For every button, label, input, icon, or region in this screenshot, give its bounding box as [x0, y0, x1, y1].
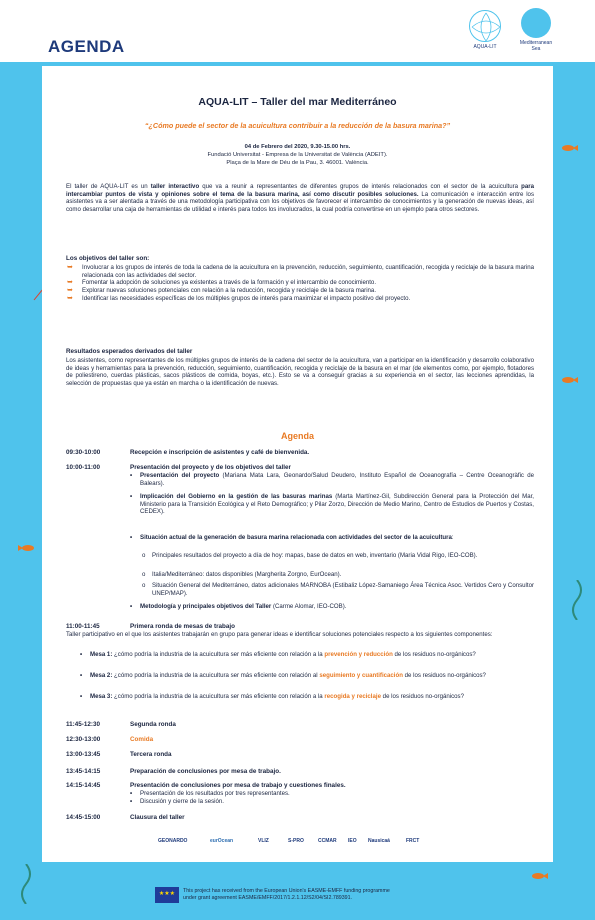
agenda-heading: AGENDA [48, 37, 125, 56]
fish-icon [560, 144, 578, 152]
arrow-icon: ➥ [67, 294, 73, 302]
objectives-list [66, 264, 534, 303]
partner-logo: VLIZ [258, 838, 269, 844]
schedule-subitem: o Situación General del Mediterráneo, datos adicionales MARNOBA (Estibaliz López-Samaniego Área Técnica Asoc. Vertidos Cero y Consultor UNEP/MAP). [142, 582, 534, 597]
med-logo-line1: Mediterranean [519, 40, 553, 46]
arrow-icon: ➥ [67, 279, 73, 287]
schedule-subitem: o Italia/Mediterráneo: datos disponibles (Margherita Zorgno, EurOcean). [142, 571, 342, 578]
event-date: 04 de Febrero del 2020, 9.30-15.00 hrs. [244, 144, 351, 150]
page-title: AQUA-LIT – Taller del mar Mediterráneo [198, 96, 397, 108]
event-info [42, 143, 553, 167]
schedule-bullet: • Discusión y cierre de la sesión. [130, 798, 224, 805]
aqualit-logo-label: AQUA-LIT [473, 44, 497, 50]
objective-item: ➥ Fomentar la adopción de soluciones ya existentes a través de la formación y el intercambio de conocimiento. [67, 279, 377, 287]
arrow-icon: ➥ [67, 264, 73, 271]
funding-line1: This project has received from the European Union's EASME-EMFF funding programme [183, 888, 390, 894]
partner-logos [158, 834, 438, 854]
header-bar [0, 0, 595, 62]
agenda-subheading: Agenda [280, 431, 314, 441]
mesa-item: • Mesa 2: ¿cómo podría la industria de la acuicultura ser más eficiente con relación al seguimiento y cuantificación de los residuos no-orgánicos? [80, 672, 486, 679]
schedule-bullet: • Implicación del Gobierno en la gestión de las basuras marinas (Marta Martínez-Gil, Subdirección General para la Protección del Mar, Ministerio para la Transición Ecológica y el Reto Demográfico; y Pilar Zorzo, Dirección de Medio Marino, Centro de Estudios de Puertos y Costas, CEDEX). [130, 493, 534, 516]
net-ball-icon [469, 10, 501, 42]
schedule-bullet: • Presentación de los resultados por tres representantes. [130, 790, 290, 797]
sea-map-icon [521, 8, 551, 38]
objective-item: ➥ Identificar las necesidades específicas de los múltiples grupos de interés para maximizar el impacto positivo del proyecto. [67, 294, 411, 302]
agenda-card: AQUA-LIT – Taller del mar Mediterráneo “¿Cómo puede el sector de la acuicultura contribuir a la reducción de la basura marina?” 04 de Febrero del 2020, 9.30-15.00 hrs. Fundació Universitat - Empresa de la Universitat de València (ADEIT). Plaça de la Mare de Déu de la Pau, 3. 46001. València. El taller de AQUA-LIT es un taller interactivo que va a reunir a representantes de diferentes grupos de interés relacionados con el sector de la acuicultura para intercambiar puntos de vista y opiniones sobre el tema de la basura marina, así como discutir posibles soluciones. La comunicación e interacción entre los asistentes va a ser alentada a través de una metodología participativa con los objetivos de favorecer el intercambio de conocimientos y la generación de nuevas ideas, así como desarrollar una caja de herramientas de utilidad e interés para todos los involucrados, la cual podría convertirse en un ejemplo para otros sectores. Los objetivos del taller son: ➥ Involucrar a los grupos de interés de toda la cadena de la acuicultura en la prevención, reducción, seguimiento, cuantificación, recogida y reciclaje de la basura marina relacionada con las actividades del sector. ➥ Fomentar la adopción de soluciones ya existentes a través de la formación y el intercambio de conocimiento. ➥ Explorar nuevas soluciones potenciales con relación a la reducción, recogida y reciclaje de la basura marina. ➥ Identificar las necesidades específicas de los múltiples grupos de interés para maximizar el impacto positivo del proyecto. Resultados esperados derivados del taller Los asistentes, como representantes de los múltiples grupos de interés de la cadena del sector de la acuicultura, van a participar en la identificación y desarrollo colaborativo de ideas y herramientas para la prevención, reducción, seguimiento, cuantificación, recogida y reciclaje de la basura en el mar (de elementos como, por ejemplo, flotadores de poliestireno, cuerdas plásticas, sacos plásticos de comida, boyas, etc.). Esto se va a conseguir gracias a su experiencia en el sector, las lecciones aprendidas, la selección de propuestas que ya están en marcha o la identificación de nuevas. Agenda 09:30-10:00 Recepción e inscripción de asistentes y café de bienvenida. 10:00-11:00 Presentación del proyecto y de los objetivos del taller • Presentación del proyecto (Mariana Mata Lara, Geonardo/Salud Deudero, Instituto Español de Oceanografía – Centre Oceanogràfic de Balears). • Implicación del Gobierno en la gestión de las basuras marinas (Marta Martínez-Gil, Subdirección General para la Protección del Mar, Ministerio para la Transición Ecológica y el Reto Demográfico; y Pilar Zorzo, Dirección de Medio Marino, Centro de Estudios de Puertos y Costas, CEDEX). • Situación actual de la generación de basura marina relacionada con actividades del sector de la acuicultura: o Principales resultados del proyecto a día de hoy: mapas, base de datos en web, inventario (Maria Vidal Rigo, IEO-COB). o Italia/Mediterráneo: datos disponibles (Margherita Zorgno, EurOcean). o Situación General del Mediterráneo, datos adicionales MARNOBA (Estibaliz López-Samaniego Área Técnica Asoc. Vertidos Cero y Consultor UNEP/MAP). • Metodología y principales objetivos del Taller (Carme Alomar, IEO-COB). 11:00-11:45 Primera ronda de mesas de trabajo Taller participativo en el que los asistentes trabajarán en grupo para generar ideas e identificar soluciones potenciales respecto a los siguientes componentes: • Mesa 1: ¿cómo podría la industria de la acuicultura ser más eficiente con relación a la prevención y reducción de los residuos no-orgánicos? • Mesa 2: ¿cómo podría la industria de la acuicultura ser más eficiente con relación al seguimiento y cuantificación de los residuos no-orgánicos? • Mesa 3: ¿cómo podría la industria de la acuicultura ser más eficiente con relación a la recogida y reciclaje de los residuos no-orgánicos? 11:45-12:30 Segunda ronda 12:30-13:00 Comida 13:00-13:45 Tercera ronda 13:45-14:15 Preparación de conclusiones por mesa de trabajo. 14:15-14:45 Presentación de conclusiones por mesa de trabajo y cuestiones finales. • Presentación de los resultados por tres representantes. • Discusión y cierre de la sesión. 14:45-15:00 Clausura del taller GEONARDO eurOcean VLIZ S-PRO CCMAR IEO Nausicaá FRCT [42, 66, 553, 862]
funding-line2: under grant agreement EASME/EMFF/2017/1.2.1.12/S2/04/SI2.789391. [183, 895, 353, 901]
mesa-item: • Mesa 1: ¿cómo podría la industria de la acuicultura ser más eficiente con relación a la prevención y reducción de los residuos no-orgánicos? [80, 651, 476, 658]
results-paragraph: Los asistentes, como representantes de los múltiples grupos de interés de la cadena del sector de la acuicultura, van a participar en la identificación y desarrollo colaborativo de ideas y herramientas para la prevención, reducción, seguimiento, cuantificación, recogida y reciclaje de la basura en el mar (de elementos como, por ejemplo, flotadores de poliestireno, cuerdas plásticas, sacos plásticos de comida, boyas, etc.). Esto se va a conseguir gracias a su experiencia en el sector, las lecciones aprendidas, la selección de propuestas que ya están en marcha o la identificación de nuevas. [66, 357, 534, 388]
results-heading: Resultados esperados derivados del taller [66, 348, 193, 355]
eu-flag-icon: ★★★ [155, 887, 179, 903]
mesa-item: • Mesa 3: ¿cómo podría la industria de la acuicultura ser más eficiente con relación a la recogida y reciclaje de los residuos no-orgánicos? [80, 693, 464, 700]
funding-footer [155, 886, 455, 904]
schedule-bullet: • Metodología y principales objetivos del Taller (Carme Alomar, IEO-COB). [130, 603, 347, 610]
partner-logo: CCMAR [318, 838, 337, 844]
intro-paragraph: El taller de AQUA-LIT es un taller interactivo que va a reunir a representantes de diferentes grupos de interés relacionados con el sector de la acuicultura para intercambiar puntos de vista y opiniones sobre el tema de la basura marina, así como discutir posibles soluciones. La comunicación e interacción entre los asistentes va a ser alentada a través de una metodología participativa con los objetivos de favorecer el intercambio de conocimientos y la generación de nuevas ideas, así como desarrollar una caja de herramientas de utilidad e interés para todos los involucrados, la cual podría convertirse en un ejemplo para otros sectores. [66, 183, 535, 214]
seaweed-icon [565, 580, 589, 620]
objectives-heading: Los objetivos del taller son: [66, 255, 150, 262]
aqualit-logo [465, 10, 505, 58]
partner-logo: eurOcean [210, 838, 234, 844]
partner-logo: Nausicaá [368, 838, 390, 844]
schedule-description: Taller participativo en el que los asistentes trabajarán en grupo para generar ideas e identificar soluciones potenciales respecto a los siguientes componentes: [66, 631, 493, 638]
schedule-bullet: • Presentación del proyecto (Mariana Mata Lara, Geonardo/Salud Deudero, Instituto Español de Oceanografía – Centre Oceanogràfic de Balears). [130, 472, 534, 487]
arrow-icon: ➥ [67, 287, 73, 295]
objective-item: ➥ Involucrar a los grupos de interés de toda la cadena de la acuicultura en la prevención, reducción, seguimiento, cuantificación, recogida y reciclaje de la basura marina relacionada con las actividades del sector. [67, 264, 534, 279]
seaweed-icon [14, 864, 38, 904]
page-subtitle: “¿Cómo puede el sector de la acuicultura contribuir a la reducción de la basura marina?” [144, 121, 451, 130]
mediterranean-logo [512, 8, 560, 62]
med-logo-line2: Sea [531, 46, 541, 52]
partner-logo: FRCT [406, 838, 420, 844]
event-venue: Fundació Universitat - Empresa de la Universitat de València (ADEIT). [207, 152, 388, 158]
fish-icon [18, 544, 36, 552]
event-address: Plaça de la Mare de Déu de la Pau, 3. 46001. València. [226, 160, 369, 166]
fish-icon [560, 376, 578, 384]
partner-logo: S-PRO [288, 838, 304, 844]
objective-item: ➥ Explorar nuevas soluciones potenciales con relación a la reducción, recogida y reciclaje de la basura marina. [67, 287, 377, 295]
schedule-subitem: o Principales resultados del proyecto a día de hoy: mapas, base de datos en web, inventario (Maria Vidal Rigo, IEO-COB). [142, 552, 478, 559]
schedule-bullet: • Situación actual de la generación de basura marina relacionada con actividades del sector de la acuicultura: [130, 534, 454, 541]
fish-icon [530, 872, 548, 880]
partner-logo: IEO [348, 838, 357, 844]
partner-logo: GEONARDO [158, 838, 188, 844]
